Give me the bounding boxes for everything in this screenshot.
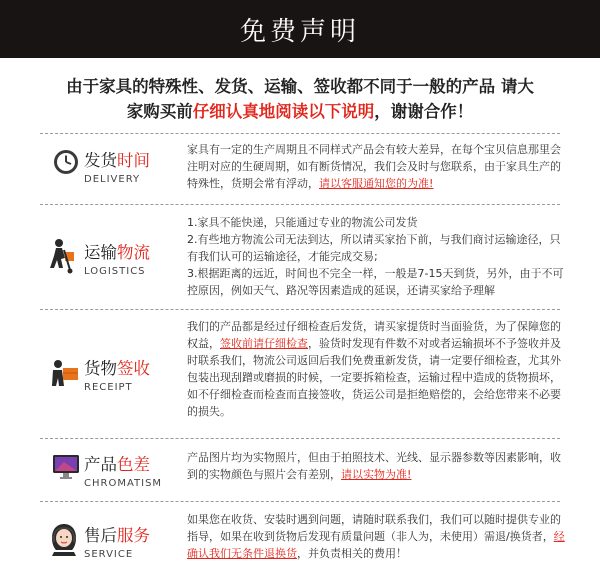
label-chromatism-main: 产品 xyxy=(84,455,117,474)
logistics-line-2: 2.有些地方物流公司无法到达，所以请买家抬下前，与我们商讨运输途径，只有我们认可的运输途径，才能完成交易; xyxy=(187,233,561,263)
clock-icon xyxy=(52,148,80,180)
logistics-text xyxy=(187,214,567,299)
package-icon xyxy=(50,359,80,391)
delivery-text-body: 家具有一定的生产周期且不同样式产品会有较大差异，在每个宝贝信息那里会注明对应的生硬周期，如有断货情况，我们会及时与您联系，由于家具生产的特殊性，货期会常有浮动， xyxy=(187,143,561,190)
label-delivery-main: 发货 xyxy=(84,151,117,170)
label-receipt-red: 签收 xyxy=(117,359,150,378)
label-service-main: 售后 xyxy=(84,526,117,545)
receipt-text xyxy=(187,318,567,420)
label-logistics-en: LOGISTICS xyxy=(84,266,146,277)
label-delivery xyxy=(84,151,180,187)
label-chromatism-red: 色差 xyxy=(117,455,150,474)
label-service-red: 服务 xyxy=(117,526,150,545)
intro-line-2-prefix: 家购买前 xyxy=(126,102,193,121)
label-logistics-main: 运输 xyxy=(84,243,117,262)
receipt-text-highlight: 签收前请仔细检查 xyxy=(220,337,308,350)
divider xyxy=(40,438,560,439)
label-receipt xyxy=(84,359,180,395)
label-logistics-red: 物流 xyxy=(117,243,150,262)
divider xyxy=(40,501,560,502)
label-service xyxy=(84,526,180,562)
customer-service-icon xyxy=(48,522,80,560)
intro-line-1: 由于家具的特殊性、发货、运输、签收都不同于一般的产品 请大 xyxy=(66,77,534,96)
chromatism-text-body: 产品图片均为实物照片，但由于拍照技术、光线、显示器参数等因素影响，收到的实物颜色与照片会有差别， xyxy=(187,451,561,481)
service-text-tail: ，并负责相关的费用！ xyxy=(297,547,407,560)
label-receipt-en: RECEIPT xyxy=(84,382,133,393)
label-chromatism xyxy=(84,455,180,491)
intro-line-2 xyxy=(0,99,600,124)
label-chromatism-en: CHROMATISM xyxy=(84,478,163,489)
label-delivery-en: DELIVERY xyxy=(84,174,141,185)
label-service-en: SERVICE xyxy=(84,549,134,560)
logistics-line-1: 1.家具不能快递，只能通过专业的物流公司发货 xyxy=(187,216,418,229)
divider xyxy=(40,309,560,310)
label-delivery-red: 时间 xyxy=(117,151,150,170)
logistics-line-3: 3.根据距离的远近，时间也不完全一样，一般是7-15天到货，另外，由于不可控原因，例如天气、路况等因素造成的延误，还请买家给予理解 xyxy=(187,267,564,297)
service-text xyxy=(187,511,567,562)
label-receipt-main: 货物 xyxy=(84,359,117,378)
intro-line-2-highlight: 仔细认真地阅读以下说明 xyxy=(192,102,375,121)
chromatism-text xyxy=(187,449,567,483)
receipt-text-tail: ，验货时发现有件数不对或者运输损坏不予签收并及时联系我们，物流公司返回后我们免费重新发货，请一定要仔细检查，尤其外包装出现刮蹭或磨损的时候，一定要拆箱检查，运输过程中造成的货物损坏，如不仔细检查而检查而直接签收，货运公司是拒绝赔偿的，会给您带来不必要的损失。 xyxy=(187,337,561,418)
page-header xyxy=(0,0,600,58)
intro-line-2-suffix: ，谢谢合作！ xyxy=(374,102,474,121)
page-title: 免费声明 xyxy=(239,16,360,47)
service-text-highlight: 经确认我们无条件退换货 xyxy=(187,530,565,560)
chromatism-text-highlight: 请以实物为准! xyxy=(341,468,412,481)
receipt-text-body: 我们的产品都是经过仔细检查后发货，请买家提货时当面验货，为了保障您的权益， xyxy=(187,320,561,350)
delivery-text-highlight: 请以客服通知您的为准! xyxy=(319,177,434,190)
divider xyxy=(40,204,560,205)
divider xyxy=(40,133,560,134)
delivery-text xyxy=(187,141,567,192)
monitor-icon xyxy=(52,454,80,484)
label-logistics xyxy=(84,243,180,279)
service-text-body: 如果您在收货、安装时遇到问题，请随时联系我们，我们可以随时提供专业的指导，如果在收到货物后发现有质量问题（非人为，未使用）需退/换货者， xyxy=(187,513,561,543)
intro-text xyxy=(0,74,600,124)
hand-truck-icon xyxy=(48,238,80,278)
